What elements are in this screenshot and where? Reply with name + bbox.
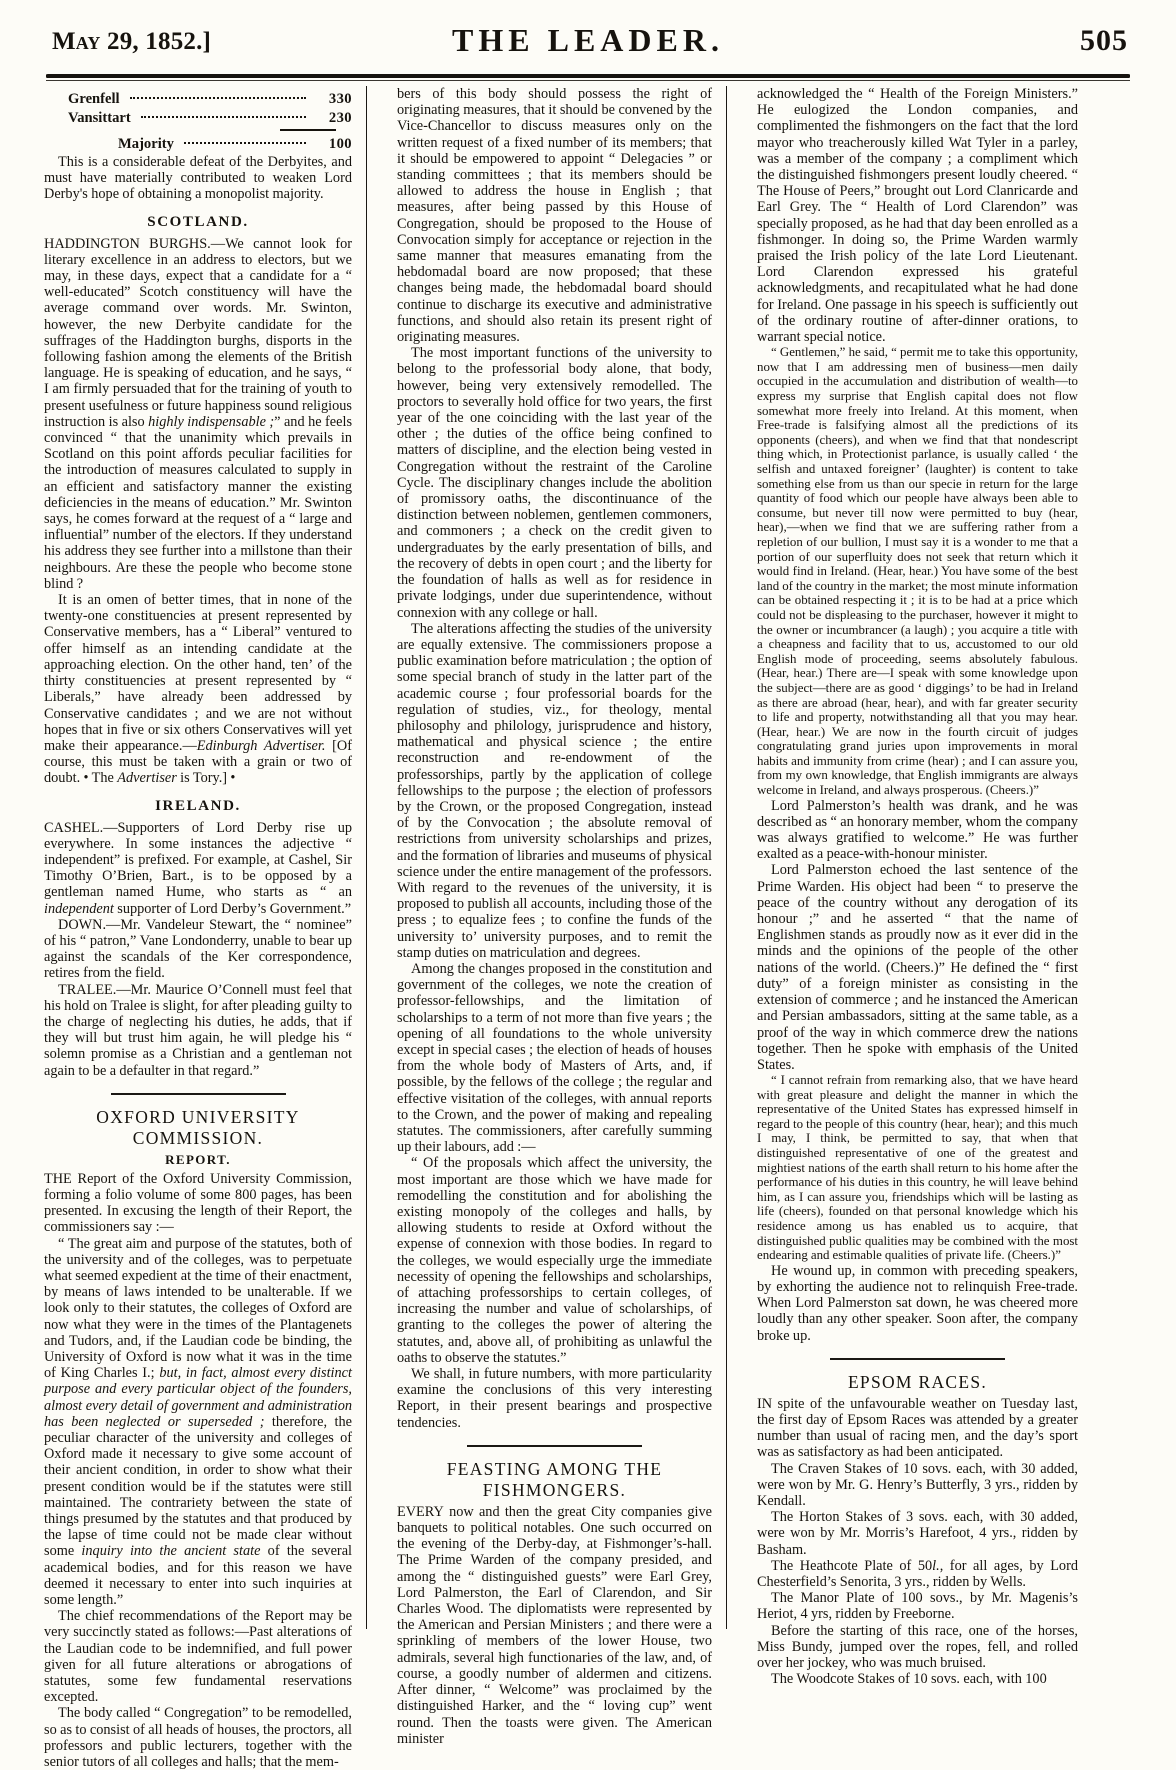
- text: Report of the Oxford University Commission, forming a folio volume of some 800 pages, has been presented. In excusing the length of their Report, the commissioners say :—: [44, 1170, 352, 1236]
- paragraph-cashel: [44, 820, 352, 917]
- tally-row: [44, 109, 352, 128]
- article-title-oxford: OXFORD UNIVERSITY COMMISSION.: [96, 1106, 300, 1148]
- section-divider: [111, 1093, 286, 1095]
- currency-symbol: l.: [932, 1557, 940, 1574]
- text: —We cannot look for literary excellence in an address to electors, but we may, in these days, expect that a candidate for a “ well-educated” Scotch constituency will have the average command over words. Mr. Swinton, however, the new Derbyite candidate for the suffrages of the Haddington burghs, disports in the following fashion among the elements of the British language. He is speaking of education, and he says, “ I am firmly persuaded that for the training of youth to present usefulness or future happiness sound religious instruction is also: [44, 235, 353, 430]
- text: supporter of Lord Derby’s Government.”: [113, 900, 352, 917]
- text: “ The great aim and purpose of the statutes, both of the university and of the colleges, was to perpetuate what seemed expedient at the time of their enactment, by means of laws intended to be unalterable. If we look only to their statutes, the colleges of Oxford are now what they were in the times of the Plantagenets and Tudors, and, if the Laudian code be binding, the University of Oxford is now what it was in the time of King Charles I.;: [44, 1235, 352, 1382]
- quote-gentlemen: “ Gentlemen,” he said, “ permit me to take this opportunity, now that I am addressing men of business—men daily occupied in the accumulation and distribution of wealth—to express my surprise that English capital does not flow somewhat more freely into Ireland. At this moment, when Free-trade is falsifying almost all the predictions of its opponents (cheers), and when we find that that nondescript thing which, in Protectionist parlance, is usually called ‘ the selfish and untaxed foreigner’ (laughter) is content to take something else from us than our specie in return for the large quantity of food which our people have always been able to consume, but never till now were permitted to buy (hear, hear),—when we find that we are suffering rather from a repletion of our bullion, I must say it is a wonder to me that a portion of our superfluity does not seek that return which it would find in Ireland. (Hear, hear.) You have some of the best land of the country in the market; the most minute information can be obtained respecting it ; it is to be had at a price which could not be displeasing to the purchaser, however it might to the owner or incumbrancer (a laugh) ; you acquire a title with a cheapness and facility that to us, accustomed to our old English mode of proceeding, seems absolutely fabulous. (Hear, hear.) There are—I speak with some knowledge upon the subject—there are as good ‘ diggings’ to be had in Ireland as there are abroad (hear, hear), and with far greater security to life and property, notwithstanding all that you may hear. (Hear, hear.) We are now in the fourth circuit of judges congratulating grand juries upon improvements in moral habits and immunity from crime (hear) ; and I can assure you, from my own knowledge, that English immigrants are always welcome in Ireland, and always prosperous. (Cheers.)”: [757, 345, 1078, 798]
- paragraph-alterations-studies: The alterations affecting the studies of the university are equally extensive. The commissioners propose a public examination before matriculation ; the option of some special branch of study in the latter part of the academic course ; four professorial boards for the regulation of studies, viz., for theology, mental philosophy and philology, jurisprudence and history, mathematical and physical science ; the entire reconstruction and re-endowment of the professorships, partly by the application of college fellowships to the purpose ; the election of professors by the Crown, or the proposed Congregation, instead of by the Convocation ; the absolute removal of restrictions from university scholarships and prizes, and the formation of libraries and museums of physical science under the entire management of the professors. With regard to the revenues of the university, it is proposed to publish all accounts, including those of the press ; to equalize fees ; to confine the funds of the university to’ university purposes, and to remit the stamp duties on matriculation and degrees.: [397, 620, 712, 961]
- paragraph-among-changes: Among the changes proposed in the constitution and government of the colleges, we note the creation of professor-fellowships, and the limitation of scholarships to a term of not more than five years ; the opening of all foundations to the whole university except in special cases ; the election of heads of houses from the whole body of Masters of Arts, and, if possible, by the fellows of the college ; the regular and effective visitation of the colleges, with annual reports to the Crown, and the power of making and repealing statutes. The commissioners, after carefully summing up their labours, add :—: [397, 960, 712, 1156]
- paragraph-epsom-intro: [757, 1396, 1078, 1461]
- masthead: [0, 0, 1176, 62]
- tally-sum-rule: [280, 129, 336, 131]
- paragraph-manor-plate: The Manor Plate of 100 sovs., by Mr. Magenis’s Heriot, 4 yrs, ridden by Freeborne.: [757, 1590, 1078, 1623]
- text: ” and he feels convinced “ that the unanimity which prevails in Scotland on this point affords peculiar facilities for the introduction of measures calculated to supply in an efficient and satisfactory manner the existing deficiencies in the means of education.” Mr. Swinton says, he comes forward at the request of a “ large and influential” number of the electors. If they understand his address they see further into a millstone than their neighbours. Are these the people who become stone blind ?: [44, 413, 353, 592]
- dropcap-lead: EVERY: [397, 1503, 444, 1520]
- text: , for all ages, by Lord Chesterfield’s Senorita, 3 yrs., ridden by Wells.: [757, 1557, 1078, 1591]
- text: therefore, the peculiar character of the university and colleges of Oxford made it necessary to give some account of their ancient condition, in order to show what their present condition would be if the statutes were still maintained. The contrariety between the state of things presumed by the statutes and that produced by the lapse of time could not be made clear without some: [44, 1413, 352, 1560]
- candidate-name: Grenfell: [68, 91, 120, 107]
- section-heading-scotland: SCOTLAND.: [147, 213, 249, 230]
- leader-dots: [130, 91, 306, 99]
- text: —Mr. Vandeleur Stewart, the “ nominee” of his “ patron,” Vane Londonderry, unable to bear up against the scandals of the Ker correspondence, retires from the field.: [44, 916, 352, 982]
- vote-tally: [44, 90, 352, 154]
- paragraph-wound-up: He wound up, in common with preceding speakers, by exhorting the audience not to relinquish Free-trade. When Lord Palmerston sat down, he was cheered more loudly than any other speaker. Soon after, the company broke up.: [757, 1262, 1078, 1344]
- paragraph-craven-stakes: The Craven Stakes of 10 sovs. each, with 30 added, were won by Mr. G. Henry’s Butterfly, 3 yrs., ridden by Kendall.: [757, 1460, 1078, 1510]
- dateline-haddington: HADDINGTON BURGHS.: [44, 235, 211, 252]
- majority-value: 100: [328, 136, 352, 152]
- section-divider: [830, 1358, 1005, 1360]
- text: [Of course, this must be taken with a grain or two of doubt. • The: [44, 737, 352, 787]
- emphasis: but, in fact, almost every distinct purpose and every particular object of the founders, almost every detail of government and administration has been neglected or superseded ;: [44, 1365, 352, 1430]
- paragraph-miss-bundy-incident: Before the starting of this race, one of the horses, Miss Bundy, jumped over the ropes, fell, and rolled over her jockey, who was much bruised.: [757, 1622, 1078, 1672]
- text: now and then the great City companies give banquets to political notables. One such occurred on the evening of the Derby-day, at Fishmonger’s-hall. The Prime Warden of the company presided, and among the “ distinguished guests” were Earl Grey, Lord Palmerston, the Earl of Clarendon, and Sir Charles Wood. The diplomatists were represented by the American and Persian Ministers ; and there were a sprinkling of members of the lower House, two admirals, several high functionaries of the law, and, of course, a goodly number of aldermen and citizens. After dinner, “ Welcome” was proclaimed by the distinguished Harker, and the “ loving cup” went round. Then the toasts were given. The American minister: [397, 1503, 712, 1747]
- paragraph-down: [44, 917, 352, 982]
- paragraph-congregation: The body called “ Congregation” to be remodelled, so as to consist of all heads of houses, the proctors, all professors and public lecturers, together with the senior tutors of all colleges and halls; that the mem-: [44, 1705, 352, 1770]
- paragraph-horton-stakes: The Horton Stakes of 3 sovs. each, with 30 added, were won by Mr. Morris’s Harefoot, 4 yrs., ridden by Basham.: [757, 1509, 1078, 1558]
- column-container: [44, 86, 1132, 1770]
- paragraph-acknowledged-health: acknowledged the “ Health of the Foreign Ministers.” He eulogized the London companies, and complimented the fishmongers on the fact that the lord mayor who treacherously killed Wat Tyler in a parley, was a member of the company ; a compliment which the distinguished fishmongers present loudly cheered. “ The House of Peers,” brought out Lord Clanricarde and Earl Grey. The “ Health of Lord Clarendon” was specially proposed, as he had that day been enrolled as a fishmonger. In doing so, the Prime Warden warmly praised the Irish policy of the late Lord Lieutenant. Lord Clarendon expressed his grateful acknowledgments, and recapitulated what he had done for Ireland. One passage in his speech is sufficiently out of the ordinary routine of after-dinner orations, to warrant special notice.: [757, 86, 1078, 346]
- text: is Tory.] •: [176, 770, 236, 787]
- article-title-epsom: EPSOM RACES.: [847, 1371, 988, 1392]
- paragraph-congregation-continued: bers of this body should possess the right of originating measures, that it should be convened by the Vice-Chancellor to discuss measures only on the written request of a fixed number of its members; that it should be empowered to appoint “ Delegacies ” or standing committees ; that its members should be allowed to address the house in English ; that measures, after being passed by this House of Congregation, should be proposed to the House of Convocation simply for acceptance or rejection in the same manner that measures emanating from the hebdomadal board are now proposed; that these changes being made, the hebdomadal board should continue to discharge its executive and administrative functions, and should also retain its present right of originating measures.: [397, 86, 712, 346]
- masthead-rule: [46, 74, 1130, 78]
- quote-of-the-proposals: “ Of the proposals which affect the university, the most important are those which we have made for remodelling the constitution and for abolishing the existing monopoly of the colleges and halls, by allowing students to reside at Oxford without the expense of connexion with those bodies. In regard to the colleges, we would especially urge the immediate necessity of opening the fellowships and scholarships, of attaching professorships to certain colleges, of increasing the number and value of scholarships, of granting to the colleges the power of altering the statutes, and, above all, of prohibiting as unlawful the oaths to observe the statutes.”: [397, 1155, 712, 1366]
- masthead-rule-thin: [46, 80, 1130, 81]
- article-subhead-report: REPORT.: [165, 1151, 231, 1167]
- dropcap-lead: IN: [757, 1395, 773, 1412]
- paragraph-heathcote-plate: [757, 1558, 1078, 1590]
- source-citation: Edinburgh Advertiser.: [196, 737, 326, 754]
- emphasis: inquiry into the ancient state: [81, 1543, 261, 1560]
- section-heading-ireland: IRELAND.: [155, 797, 241, 814]
- article-title-fishmongers: FEASTING AMONG THE FISHMONGERS.: [446, 1458, 663, 1500]
- text: —Mr. Maurice O’Connell must feel that his hold on Tralee is slight, for after pleading guilty to the charge of neglecting his duties, he adds, that if they will but trust him again, he will pledge his “ solemn promise as a Christian and a gentleman not again to be a defaulter in that regard.”: [44, 981, 352, 1079]
- paragraph-omen: [44, 592, 352, 786]
- emphasis: independent: [44, 900, 114, 917]
- paragraph-most-important-functions: The most important functions of the university to belong to the professorial body alone, that body, however, being very extensively remodelled. The proctors to severally hold office for two years, the first year of the one coinciding with the last year of the other ; the duties of the office being confined to matters of discipline, and the election being vested in Congregation without the restraint of the Caroline Cycle. The disciplinary changes include the abolition of promissory oaths, the discontinuance of the distinction between noblemen, gentlemen commoners, and commoners ; a check on the credit given to undergraduates by the early presentation of bills, and the recovery of debts in open court ; and the liberty for the foundation of halls as well as for residence in private lodgings, under due superintendence, without connexion with any college or hall.: [397, 345, 712, 621]
- text: The Heathcote Plate of 50: [771, 1557, 933, 1574]
- tally-row: [44, 90, 352, 109]
- dateline-cashel: CASHEL.: [44, 819, 104, 836]
- quote-block-clarendon: [757, 345, 1078, 797]
- leader-dots: [141, 110, 306, 118]
- paragraph-palmerston-health: Lord Palmerston’s health was drank, and he was described as “ an honorary member, whom the company was always gratified to welcome.” He was further exalted as a peace-with-honour minister.: [757, 797, 1078, 863]
- vote-count: 230: [328, 110, 352, 126]
- leader-dots: [184, 136, 306, 144]
- text: —Supporters of Lord Derby rise up everywhere. In some instances the adjective “ independent” is prefixed. For example, at Cashel, Sir Timothy O’Brien, Bart., is to be opposed by a gentleman named Hume, who starts as “ an: [44, 819, 352, 901]
- dateline-down: DOWN.: [58, 916, 107, 933]
- text: It is an omen of better times, that in none of the twenty-one constituencies at present represented by Conservative members, has a “ Liberal” ventured to offer himself as an intending candidate at the approaching election. On the other hand, ten’ of the thirty constituencies at present represented by “ Liberals,” have already been addressed by Conservative candidates ; and we are not without hopes that in five or six others Conservatives will yet make their appearance.—: [44, 592, 352, 754]
- quote-block-palmerston: [757, 1073, 1078, 1263]
- paragraph-we-shall: We shall, in future numbers, with more particularity examine the conclusions of this very interesting Report, in their present bearings and prospective tendencies.: [397, 1366, 712, 1431]
- emphasis: highly indispensable ;: [148, 413, 275, 430]
- paragraph-palmerston-echoed: Lord Palmerston echoed the last sentence of the Prime Warden. His object had been “ to preserve the peace of the country without any derogation of its honour ;” and he asserted “ that the name of Englishmen stands as proudly now as it ever did in the minds and the opinions of the people of the other nations of the world. (Cheers.)” He defined the “ first duty” of a foreign minister as consisting in the extension of commerce ; and he instanced the American and Persian ambassadors, sitting at the same table, as a proof of the way in which commerce drew the nations together. Then he spoke with emphasis of the United States.: [757, 862, 1078, 1073]
- text: of the several academical bodies, and for this reason we have deemed it necessary to enter into such inquiries at some length.”: [44, 1543, 353, 1609]
- paragraph-tralee: [44, 982, 352, 1079]
- emphasis: Advertiser: [117, 770, 177, 787]
- candidate-name: Vansittart: [68, 110, 131, 126]
- paragraph-woodcote-stakes: The Woodcote Stakes of 10 sovs. each, with 100: [771, 1671, 1047, 1688]
- paragraph-chief-recommendations: The chief recommendations of the Report may be very succinctly stated as follows:—Past alterations of the Laudian code to be indemnified, and full power given for all future alterations or abrogations of statutes, some few fundamental reservations excepted.: [44, 1608, 352, 1706]
- majority-label: Majority: [118, 136, 174, 152]
- newspaper-title: THE LEADER.: [452, 22, 724, 58]
- quote-cannot-refrain: “ I cannot refrain from remarking also, that we have heard with great pleasure and delight the manner in which the representative of the United States has expressed himself in regard to the people of this country (hear, hear); and this much I may, I think, be permitted to say, that when that distinguished representative of one of the greatest and mightiest nations of the earth shall return to his home after the performance of his duties in this country, he will leave behind him, as I can assure you, friendships which will be lasting as life (cheers), founded on that personal knowledge which his residence among us has enabled us to acquire, that distinguished public qualities may be combined with the most endearing and estimable qualities of private life. (Cheers.)”: [757, 1073, 1078, 1263]
- column-3: [726, 86, 1078, 1688]
- issue-date: May 29, 1852.]: [52, 28, 212, 55]
- tally-majority-row: [44, 135, 352, 154]
- vote-count: 330: [328, 91, 352, 107]
- dateline-tralee: TRALEE.: [58, 981, 117, 998]
- page-number: 505: [1080, 24, 1128, 57]
- paragraph-haddington: [44, 236, 352, 592]
- text: spite of the unfavourable weather on Tuesday last, the first day of Epsom Races was attended by a greater number than usual of racing men, and the day’s sport was as satisfactory as had been anticipated.: [757, 1395, 1078, 1461]
- paragraph-oxford-intro: [44, 1171, 352, 1236]
- column-2: [366, 86, 712, 1747]
- section-divider: [467, 1445, 642, 1447]
- dropcap-lead: THE: [44, 1170, 72, 1187]
- quote-great-aim: [44, 1236, 352, 1609]
- paragraph-majority-comment: This is a considerable defeat of the Derbyites, and must have materially contributed to weaken Lord Derby's hope of obtaining a monopolist majority.: [44, 154, 352, 203]
- paragraph-feast-intro: [397, 1504, 712, 1747]
- column-1: [44, 86, 353, 1770]
